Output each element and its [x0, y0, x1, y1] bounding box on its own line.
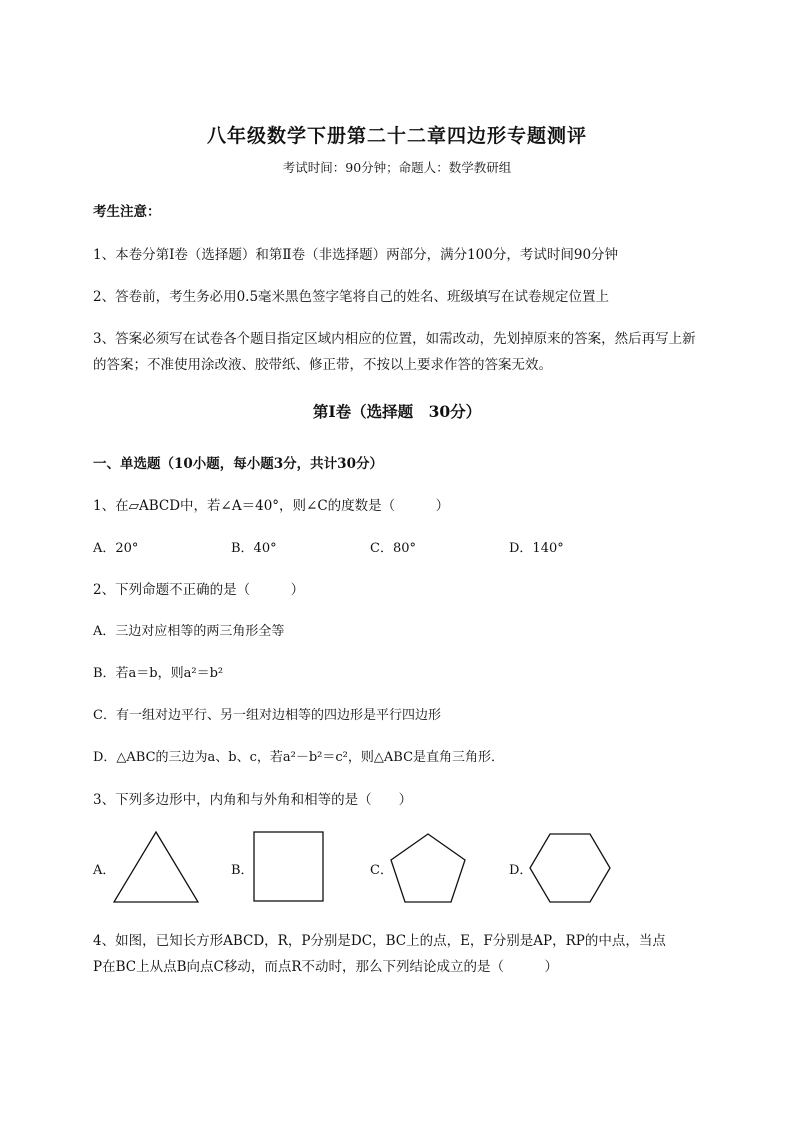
exam-info: 考试时间：90分钟；命题人：数学教研组 [282, 160, 512, 175]
q3-option-a: A． [93, 863, 116, 878]
q3-option-c: C． [370, 863, 393, 878]
q1-option-d: D．140° [509, 541, 564, 556]
q3-option-b: B． [231, 863, 254, 878]
q1-option-c: C．80° [370, 541, 416, 556]
question-1-stem: 1、在▱ABCD中，若∠A＝40°，则∠C的度数是（ ） [93, 498, 450, 514]
triangle-icon [112, 830, 200, 904]
notice-heading: 考生注意： [93, 204, 161, 220]
square-icon [253, 831, 325, 903]
q2-option-a: A．三边对应相等的两三角形全等 [93, 624, 285, 639]
q2-option-c: C．有一组对边平行、另一组对边相等的四边形是平行四边形 [93, 708, 441, 723]
section-heading: 一、单选题（10小题，每小题3分，共计30分） [93, 456, 383, 472]
hexagon-icon [528, 832, 612, 904]
page-title: 八年级数学下册第二十二章四边形专题测评 [206, 125, 587, 147]
question-4-line-2: P在BC上从点B向点C移动，而点R不动时，那么下列结论成立的是（ ） [93, 959, 558, 975]
q1-option-a: A．20° [93, 541, 139, 556]
q2-option-d: D．△ABC的三边为a、b、c，若a²－b²＝c²，则△ABC是直角三角形． [93, 750, 505, 765]
section-title: 第Ⅰ卷（选择题 30分） [312, 402, 482, 421]
question-4-line-1: 4、如图，已知长方形ABCD，R，P分别是DC，BC上的点，E，F分别是AP，RP的中点，当点 [93, 933, 666, 949]
notice-item: 1、本卷分第Ⅰ卷（选择题）和第Ⅱ卷（非选择题）两部分，满分100分，考试时间90分钟 [93, 247, 619, 263]
notice-item: 3、答案必须写在试卷各个题目指定区域内相应的位置，如需改动，先划掉原来的答案，然后再写上新 [93, 331, 696, 347]
q3-option-d: D． [509, 863, 533, 878]
q2-option-b: B．若a＝b，则a²＝b² [93, 666, 224, 681]
notice-item: 2、答卷前，考生务必用0.5毫米黑色签字笔将自己的姓名、班级填写在试卷规定位置上 [93, 289, 610, 305]
question-3-stem: 3、下列多边形中，内角和与外角和相等的是（ ） [93, 792, 413, 808]
question-2-stem: 2、下列命题不正确的是（ ） [93, 582, 305, 598]
pentagon-icon [389, 832, 467, 904]
notice-item: 的答案；不准使用涂改液、胶带纸、修正带，不按以上要求作答的答案无效。 [93, 357, 552, 373]
q1-option-b: B．40° [231, 541, 277, 556]
